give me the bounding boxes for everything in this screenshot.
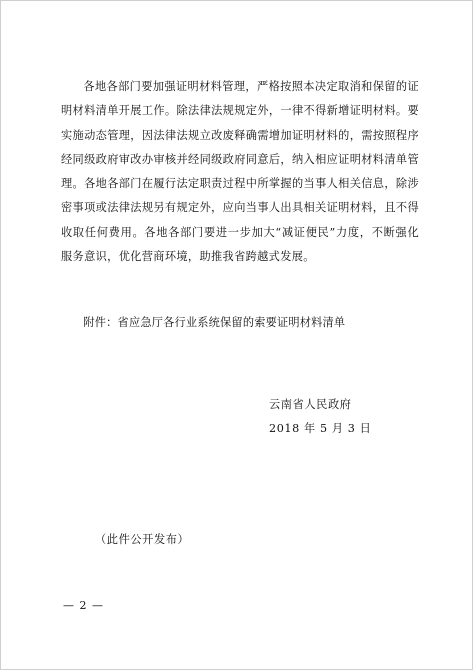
signature-organization: 云南省人民政府 (269, 398, 352, 411)
body-paragraph: 各地各部门要加强证明材料管理，严格按照本决定取消和保留的证明材料清单开展工作。除法律法规规定外，一律不得新增证明材料。要实施动态管理，因法律法规立改废释确需增加证明材料的，需按照程序经同级政府审改办审核并经同级政府同意后，纳入相应证明材料清单管理。各地各部门在履行法定职责过程中所掌握的当事人相关信息，除涉密事项或法律法规另有规定外，应向当事人出具相关证明材料，且不得收取任何费用。各地各部门要进一步加大“减证便民”力度，不断强化服务意识，优化营商环境，助推我省跨越式发展。 (61, 80, 419, 264)
attachment-line: 附件：省应急厅各行业系统保留的索要证明材料清单 (83, 316, 346, 329)
page-number: — 2 — (63, 599, 104, 612)
public-release-note: （此件公开发布） (95, 533, 190, 546)
signature-date: 2018 年 5 月 3 日 (269, 422, 372, 435)
